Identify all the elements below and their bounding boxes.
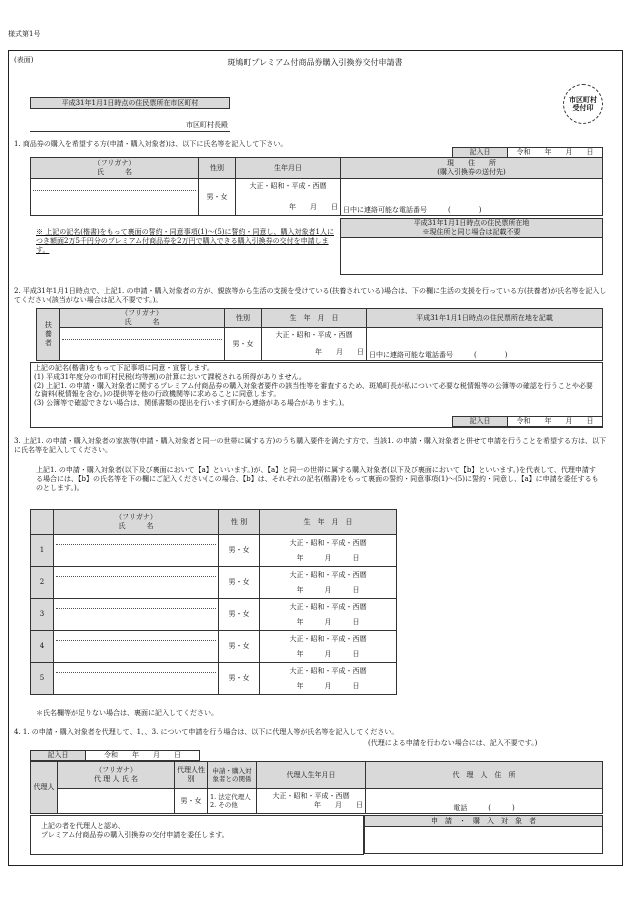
- s3-gender-value[interactable]: 男・女: [219, 663, 260, 695]
- s3-name-field[interactable]: [56, 641, 216, 661]
- s2-side-label: 扶養者: [37, 309, 60, 361]
- s3-name-field[interactable]: [56, 673, 216, 693]
- table-row: [31, 567, 397, 599]
- s3-paragraph: 上記1. の申請・購入対象者(以下及び裏面において【a】といいます。)が、【a】と同一の世帯に属する購入対象者(以下及び裏面において【b】といいます。)を代表して、代理申請する場合には、【b】の氏名等を下の欄にご記入ください(この場合、【b】は、それぞれの記名(楷書)をもって裏面の誓約・同意事項(1)～(5)に誓約・同意し、【a】に申請を委任するものとします。)。: [36, 466, 599, 492]
- s2-gender-label: 性別: [225, 309, 262, 328]
- s3-era: 大正・昭和・平成・西暦: [289, 634, 367, 643]
- s1-resident-field[interactable]: [341, 238, 603, 275]
- s1-entry-date-value: 令和 年 月 日: [508, 148, 603, 158]
- s4-applicant-box: [364, 815, 603, 854]
- s4-phone[interactable]: 電話 ( ): [453, 804, 515, 813]
- s3-era: 大正・昭和・平成・西暦: [289, 666, 367, 675]
- s3-heading: 3. 上記1. の申請・購入対象者の家族等(申請・購入対象者と同一の世帯に属する方)のうち購入要件を満たす方で、当該1. の申請・購入対象者と併せて申請を行うことを希望する方は、以下に氏名等を記入してください。: [14, 437, 607, 454]
- s4-addr-label: 代 理 人 住 所: [366, 762, 603, 789]
- s1-address-label: 現 住 所: [447, 159, 496, 168]
- s3-ymd: 年 月 日: [296, 617, 360, 626]
- s1-gender-label: 性別: [199, 158, 236, 179]
- s4-era: 大正・昭和・平成・西暦: [272, 792, 350, 801]
- table-row: [31, 535, 397, 567]
- s3-gender-value[interactable]: 男・女: [219, 599, 260, 631]
- s1-ymd: 年 月 日: [289, 203, 338, 211]
- s3-row-number: 3: [31, 599, 54, 631]
- s3-name-field[interactable]: [56, 577, 216, 597]
- s1-gender-value[interactable]: 男・女: [199, 179, 236, 216]
- s3-gender-value[interactable]: 男・女: [219, 567, 260, 599]
- s2-gender-value[interactable]: 男・女: [225, 328, 262, 361]
- s2-furigana-field[interactable]: [62, 329, 222, 340]
- s3-ymd: 年 月 日: [296, 681, 360, 690]
- s3-furigana-field[interactable]: [56, 568, 216, 577]
- reception-stamp: [563, 84, 603, 124]
- s4-sub: (代理による申請を行わない場合には、記入不要です。): [368, 739, 538, 747]
- s3-row-number: 5: [31, 663, 54, 695]
- s3-furigana: （フリガナ）: [115, 513, 157, 522]
- s3-furigana-field[interactable]: [56, 536, 216, 545]
- s1-furigana: （フリガナ）: [93, 159, 136, 168]
- s2-consent-0: 上記の記名(楷書)をもって下記事項に同意・宣誓します。: [34, 364, 214, 372]
- table-row: [31, 663, 397, 695]
- s3-gender-value[interactable]: 男・女: [219, 631, 260, 663]
- s3-furigana-field[interactable]: [56, 600, 216, 609]
- s2-name-label: 氏 名: [124, 318, 160, 326]
- s4-entry-date: [30, 750, 200, 761]
- s2-entry-date: [452, 416, 603, 427]
- addressee-header: 平成31年1月1日時点の住民票所在市区町村: [31, 98, 230, 109]
- s2-heading: 2. 平成31年1月1日時点で、上記1. の申請・購入対象者の方が、親族等から生活の支援を受けている(扶養されている)場合は、下の欄に生活の支援を行っている方(扶養者)が氏名等を記入してください(該当がない場合は記入不要です。)。: [14, 287, 607, 304]
- form-number: 様式第1号: [8, 30, 41, 38]
- s4-applicant-field[interactable]: [365, 827, 603, 854]
- s4-name-field[interactable]: [58, 789, 175, 814]
- s3-era: 大正・昭和・平成・西暦: [289, 570, 367, 579]
- s2-era: 大正・昭和・平成・西暦: [275, 331, 353, 340]
- s3-birth-label: 生 年 月 日: [260, 510, 397, 535]
- addressee-underline: [30, 131, 230, 132]
- s4-furigana: （フリガナ）: [95, 766, 137, 775]
- s1-address-sub: (購入引換券の送付先): [437, 168, 506, 176]
- s2-table: [36, 308, 603, 361]
- s1-heading: 1. 商品券の購入を希望する方(申請・購入対象者)は、以下に氏名等を記入して下さい。: [14, 140, 288, 148]
- stamp-line1: 市区町村: [569, 94, 597, 104]
- s3-name-field[interactable]: [56, 545, 216, 565]
- s2-birth-label: 生 年 月 日: [262, 309, 367, 328]
- s3-furigana-field[interactable]: [56, 664, 216, 673]
- s2-furigana: （フリガナ）: [121, 309, 163, 318]
- s2-name-field[interactable]: [62, 340, 222, 360]
- s4-relation-label: 申請・購入対象者との関係: [208, 762, 257, 789]
- s3-ymd: 年 月 日: [296, 553, 360, 562]
- s4-birth-label: 代理人生年月日: [257, 762, 366, 789]
- s4-ymd: 年 月 日: [314, 801, 363, 809]
- s3-furigana-field[interactable]: [56, 632, 216, 641]
- s2-consent-1: (1) 平成31年度分の市町村民税(均等割)の計算において課税される所得がありません。: [34, 372, 306, 381]
- s4-name-label: 代 理 人 氏 名: [94, 775, 138, 783]
- s4-table: [30, 761, 603, 814]
- s3-name-label: 氏 名: [118, 522, 154, 530]
- table-row: [31, 599, 397, 631]
- s3-row-number: 1: [31, 535, 54, 567]
- stamp-line2: 受付印: [572, 103, 594, 112]
- s1-name-label: 氏 名: [97, 168, 132, 176]
- s2-ymd: 年 月 日: [315, 348, 364, 356]
- s4-entry-date-label: 記入日: [31, 751, 86, 761]
- addressee-box: [30, 97, 230, 121]
- s2-consent-2: (2) 上記1. の申請・購入対象者に関するプレミアム付商品券の購入対象者要件の該当性等を審査するため、斑鳩町長が私について必要な税情報等の公簿等の確認を行うことや必要な資料(税情報を含む。)の提供等を他の行政機関等に求めることに同意します。: [34, 381, 593, 399]
- s3-gender-label: 性 別: [219, 510, 260, 535]
- s3-ymd: 年 月 日: [296, 585, 360, 594]
- s4-gender-label: 代理人性別: [175, 762, 208, 789]
- s2-addr-label: 平成31年1月1日時点の住民票所在地を記載: [367, 309, 603, 328]
- s3-row-number: 4: [31, 631, 54, 663]
- s1-resident-sub: ※現住所と同じ場合は記載不要: [422, 228, 521, 236]
- s3-gender-value[interactable]: 男・女: [219, 535, 260, 567]
- s4-entry-date-value: 令和 年 月 日: [86, 751, 200, 761]
- s4-heading: 4. 1. の申請・購入対象者を代理して、1、、3. について申請を行う場合は、以下に代理人等が氏名等を記入してください。: [14, 728, 399, 736]
- s2-consent-3: (3) 公簿等で確認できない場合は、関係書類の提出を行います(町から連絡がある場合があります。)。: [34, 399, 349, 407]
- s4-delegate-text: 上記の者を代理人と認め、 プレミアム付商品券の購入引換券の交付申請を委任します。: [30, 815, 364, 855]
- s1-note: ※ 上記の記名(楷書)をもって裏面の誓約・同意事項(1)～(5)に誓約・同意し、購入対象者1人につき額面2万5千円分のプレミアム付商品券を2万円で購入できる購入引換券の交付を申請します。: [36, 228, 334, 254]
- s4-gender-value[interactable]: 男・女: [175, 789, 208, 814]
- s2-entry-date-value: 令和 年 月 日: [508, 417, 603, 427]
- front-label: (表面): [14, 56, 34, 64]
- s1-entry-date-label: 記入日: [453, 148, 508, 158]
- s3-footnote: ＊氏名欄等が足りない場合は、裏面に記入してください。: [36, 709, 218, 717]
- s3-table: [30, 509, 397, 695]
- s1-era: 大正・昭和・平成・西暦: [249, 182, 327, 191]
- s1-resident-label: 平成31年1月1日時点の住民票所在地: [413, 219, 530, 228]
- s1-birth-label: 生年月日: [236, 158, 341, 179]
- table-row: [31, 631, 397, 663]
- s1-table: [30, 157, 603, 216]
- s4-relation-option-1[interactable]: 1. 法定代理人: [210, 792, 251, 801]
- s2-phone[interactable]: 日中に連絡可能な電話番号 ( ): [369, 351, 508, 360]
- s1-name-field[interactable]: [33, 191, 196, 215]
- s1-resident-box: [340, 218, 603, 275]
- s3-era: 大正・昭和・平成・西暦: [289, 602, 367, 611]
- addressee-mayor: 市区町村長殿: [186, 121, 228, 129]
- page-title: 斑鳩町プレミアム付商品券購入引換券交付申請書: [227, 58, 403, 67]
- s3-name-field[interactable]: [56, 609, 216, 629]
- s4-relation-option-2[interactable]: 2. その他: [210, 801, 238, 809]
- s4-side-label: 代理人: [31, 762, 58, 814]
- s4-applicant-label: 申 請 ・ 購 入 対 象 者: [365, 816, 603, 827]
- s3-ymd: 年 月 日: [296, 649, 360, 658]
- s1-furigana-field[interactable]: [33, 180, 196, 191]
- s1-phone[interactable]: 日中に連絡可能な電話番号 ( ): [343, 206, 482, 215]
- s3-era: 大正・昭和・平成・西暦: [289, 538, 367, 547]
- s2-entry-date-label: 記入日: [453, 417, 508, 427]
- s3-row-number: 2: [31, 567, 54, 599]
